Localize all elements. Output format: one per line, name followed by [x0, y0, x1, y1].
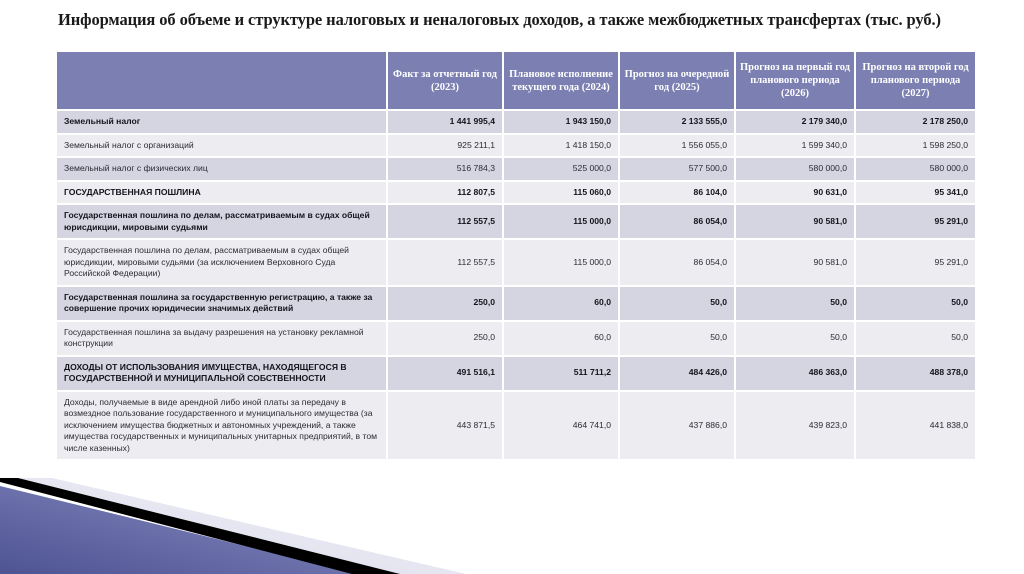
- row-label: Государственная пошлина за государственную регистрацию, а также за совершение прочих юридичесии значимых действий: [57, 286, 387, 321]
- diagonal-banner-decoration: [0, 478, 500, 574]
- table-row: [57, 110, 975, 134]
- row-value: 50,0: [619, 321, 735, 356]
- row-label: Доходы, получаемые в виде арендной либо иной платы за передачу в возмездное пользование государственного и муниципального имущества (за исключением имущества бюджетных и автономных учреждений, а также имущества государственных и муниципальных унитарных предприятий, в том числе казенных): [57, 391, 387, 461]
- row-value: 112 807,5: [387, 181, 503, 205]
- table-row: [57, 391, 975, 461]
- row-value: 90 631,0: [735, 181, 855, 205]
- row-value: 60,0: [503, 321, 619, 356]
- row-value: 1 598 250,0: [855, 134, 975, 158]
- row-value: 580 000,0: [855, 157, 975, 181]
- row-label: Земельный налог с организаций: [57, 134, 387, 158]
- row-value: 577 500,0: [619, 157, 735, 181]
- row-value: 516 784,3: [387, 157, 503, 181]
- row-value: 86 054,0: [619, 239, 735, 286]
- column-header-forecast-2025: Прогноз на очередной год (2025): [619, 52, 735, 110]
- row-value: 464 741,0: [503, 391, 619, 461]
- row-value: 95 291,0: [855, 239, 975, 286]
- finance-table: [57, 52, 975, 461]
- row-value: 580 000,0: [735, 157, 855, 181]
- row-value: 115 060,0: [503, 181, 619, 205]
- row-label: ДОХОДЫ ОТ ИСПОЛЬЗОВАНИЯ ИМУЩЕСТВА, НАХОДЯЩЕГОСЯ В ГОСУДАРСТВЕННОЙ И МУНИЦИПАЛЬНОЙ СОБСТВЕННОСТИ: [57, 356, 387, 391]
- table-row: [57, 157, 975, 181]
- row-value: 511 711,2: [503, 356, 619, 391]
- row-value: 491 516,1: [387, 356, 503, 391]
- row-value: 486 363,0: [735, 356, 855, 391]
- column-header-forecast-2026: Прогноз на первый год планового периода (2026): [735, 52, 855, 110]
- row-value: 86 104,0: [619, 181, 735, 205]
- row-value: 86 054,0: [619, 204, 735, 239]
- row-value: 90 581,0: [735, 204, 855, 239]
- row-value: 95 291,0: [855, 204, 975, 239]
- table-row: [57, 239, 975, 286]
- row-value: 50,0: [855, 321, 975, 356]
- row-label: Земельный налог с физических лиц: [57, 157, 387, 181]
- row-value: 1 599 340,0: [735, 134, 855, 158]
- row-value: 488 378,0: [855, 356, 975, 391]
- row-value: 50,0: [619, 286, 735, 321]
- table-row: [57, 204, 975, 239]
- column-header-fact-2023: Факт за отчетный год (2023): [387, 52, 503, 110]
- column-header-plan-2024: Плановое исполнение текущего года (2024): [503, 52, 619, 110]
- row-value: 250,0: [387, 286, 503, 321]
- row-value: 50,0: [855, 286, 975, 321]
- row-value: 115 000,0: [503, 239, 619, 286]
- row-value: 112 557,5: [387, 239, 503, 286]
- column-header-forecast-2027: Прогноз на второй год планового периода (2027): [855, 52, 975, 110]
- row-value: 441 838,0: [855, 391, 975, 461]
- row-value: 250,0: [387, 321, 503, 356]
- row-label: Государственная пошлина по делам, рассматриваемым в судах общей юрисдикции, мировыми судьями: [57, 204, 387, 239]
- row-label: Земельный налог: [57, 110, 387, 134]
- row-value: 1 943 150,0: [503, 110, 619, 134]
- row-value: 1 418 150,0: [503, 134, 619, 158]
- row-value: 525 000,0: [503, 157, 619, 181]
- finance-table-container: [57, 52, 969, 461]
- row-value: 1 441 995,4: [387, 110, 503, 134]
- row-value: 2 178 250,0: [855, 110, 975, 134]
- column-header-name: [57, 52, 387, 110]
- row-value: 2 133 555,0: [619, 110, 735, 134]
- table-body: [57, 110, 975, 460]
- row-value: 60,0: [503, 286, 619, 321]
- table-row: [57, 321, 975, 356]
- row-label: Государственная пошлина за выдачу разрешения на установку рекламной конструкции: [57, 321, 387, 356]
- row-value: 2 179 340,0: [735, 110, 855, 134]
- row-value: 443 871,5: [387, 391, 503, 461]
- table-row: [57, 134, 975, 158]
- row-value: 1 556 055,0: [619, 134, 735, 158]
- table-row: [57, 356, 975, 391]
- row-value: 925 211,1: [387, 134, 503, 158]
- table-header-row: [57, 52, 975, 110]
- table-header: [57, 52, 975, 110]
- row-value: 439 823,0: [735, 391, 855, 461]
- row-label: Государственная пошлина по делам, рассматриваемым в судах общей юрисдикции, мировыми судьями (за исключением Верховного Суда Российской Федерации): [57, 239, 387, 286]
- table-row: [57, 181, 975, 205]
- row-value: 90 581,0: [735, 239, 855, 286]
- page-title: Информация об объеме и структуре налоговых и неналоговых доходов, а также межбюджетных трансфертах (тыс. руб.): [58, 10, 941, 29]
- row-value: 95 341,0: [855, 181, 975, 205]
- row-value: 484 426,0: [619, 356, 735, 391]
- row-label: ГОСУДАРСТВЕННАЯ ПОШЛИНА: [57, 181, 387, 205]
- row-value: 437 886,0: [619, 391, 735, 461]
- row-value: 112 557,5: [387, 204, 503, 239]
- row-value: 115 000,0: [503, 204, 619, 239]
- diagonal-banner-svg: [0, 478, 500, 574]
- row-value: 50,0: [735, 321, 855, 356]
- row-value: 50,0: [735, 286, 855, 321]
- table-row: [57, 286, 975, 321]
